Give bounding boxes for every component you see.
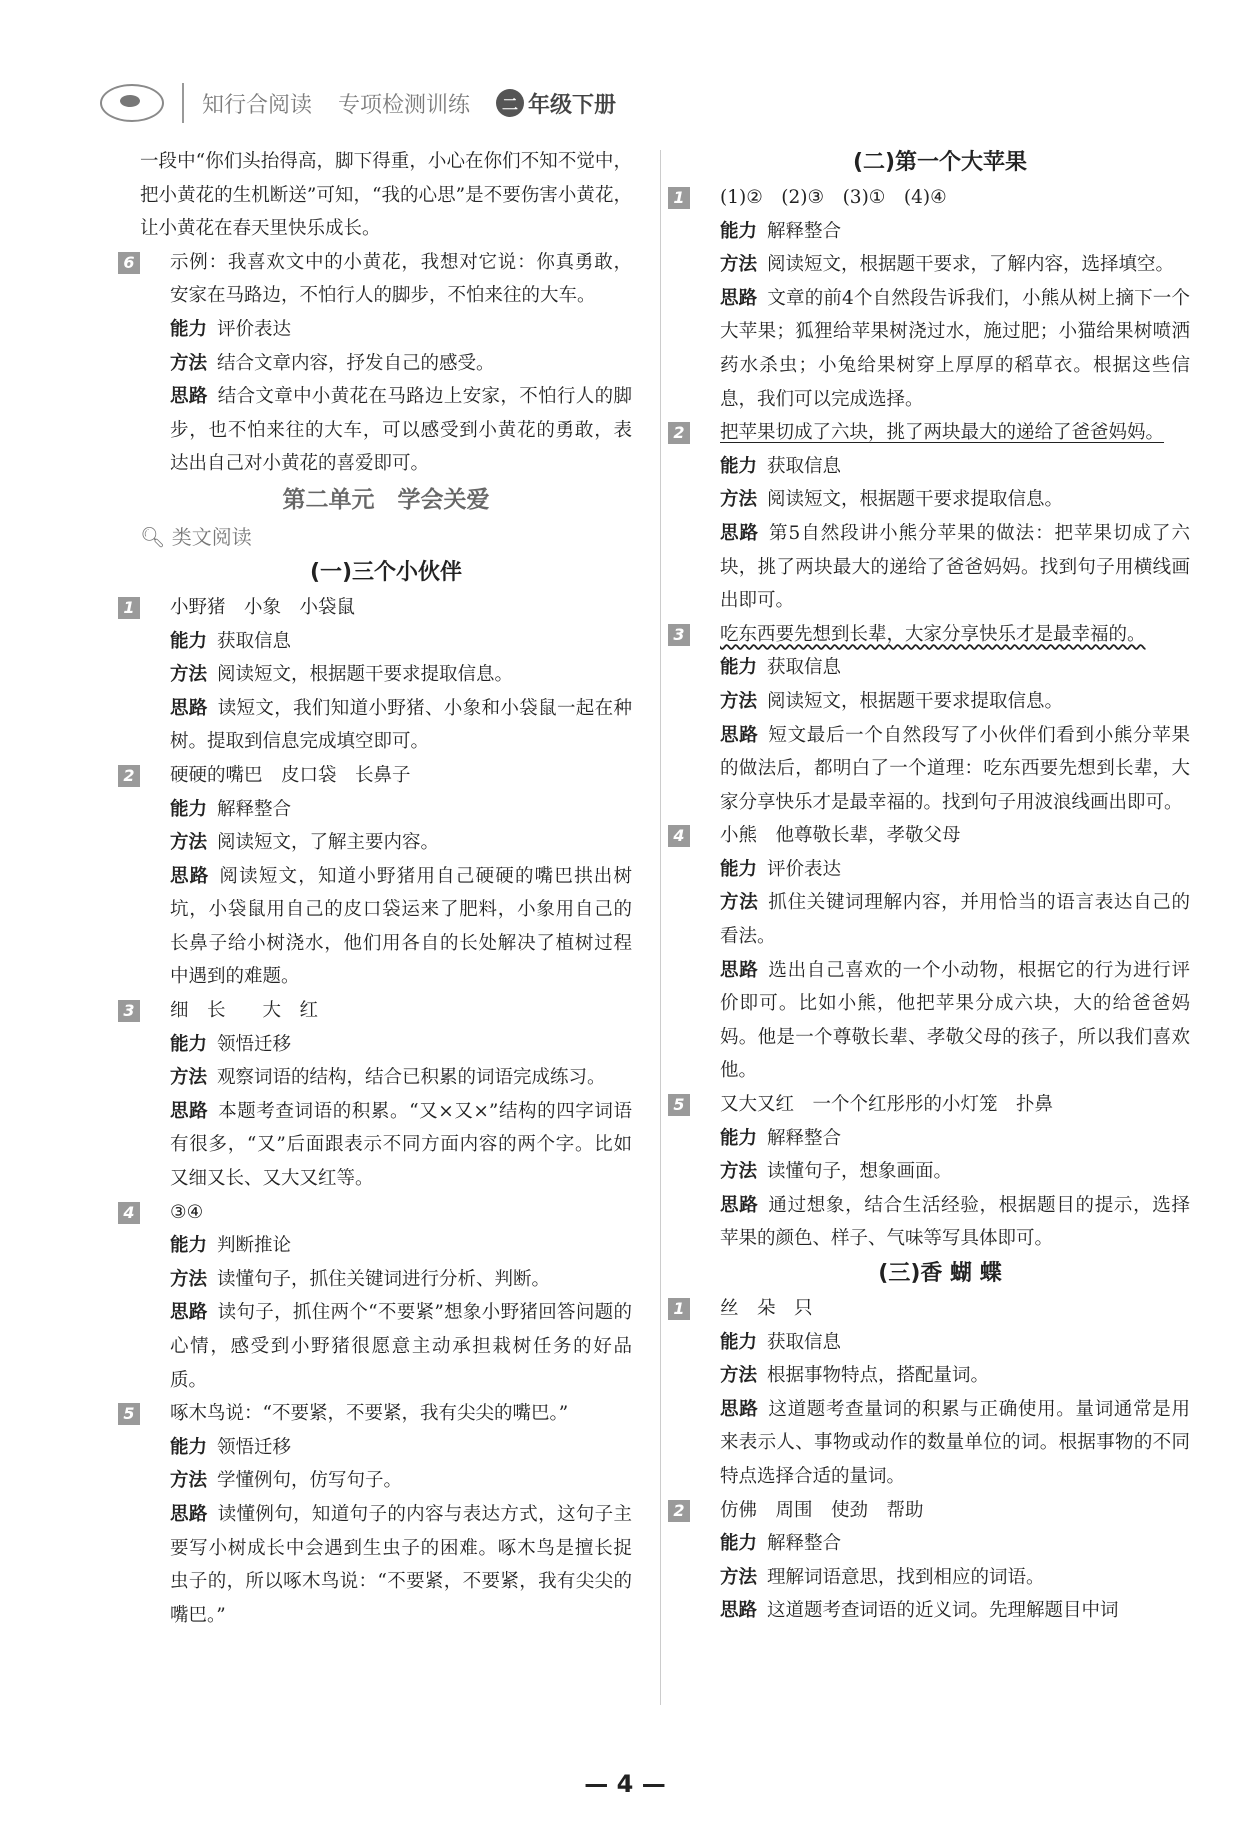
method-row: 方法 结合文章内容，抒发自己的感受。 xyxy=(170,352,495,374)
answer: 仿佛 周围 使劲 帮助 xyxy=(720,1499,924,1521)
header-subtitle: 专项检测训练 xyxy=(338,92,471,118)
answer: 硬硬的嘴巴 皮口袋 长鼻子 xyxy=(170,764,411,786)
page-number: — 4 — xyxy=(584,1770,666,1798)
answer: 把苹果切成了六块，挑了两块最大的递给了爸爸妈妈。 xyxy=(720,422,1165,444)
question-3: 3 细 长 大 红 能力 领悟迁移 方法 观察词语的结构，结合已积累的词语完成练习。 思路 本题考查词语的积累。“又×又×”结构的四字词语有很多，“又”后面跟表示不同方面内容的两个字。比如又细又长、又大又红等。 xyxy=(140,994,632,1196)
question-4: 4 ③④ 能力 判断推论 方法 读懂句子，抓住关键词进行分析、判断。 思路 读句子，抓住两个“不要紧”想象小野猪回答问题的心情，感受到小野猪很愿意主动承担栽树任务的好品质。 xyxy=(140,1196,632,1398)
section-title: (一)三个小伙伴 xyxy=(309,559,463,585)
answer: 小野猪 小象 小袋鼠 xyxy=(170,596,356,618)
question-5: 5 啄木鸟说：“不要紧，不要紧，我有尖尖的嘴巴。” 能力 领悟迁移 方法 学懂例句，仿写句子。 思路 读懂例句，知道句子的内容与表达方式，这句子主要写小树成长中会遇到生虫子的困难。啄木鸟是擅长捉虫子的，所以啄木鸟说：“不要紧，不要紧，我有尖尖的嘴巴。” xyxy=(140,1397,632,1632)
question-number: 6 xyxy=(118,252,140,274)
unit-title: 第二单元 学会关爱 xyxy=(282,486,490,513)
header-title: 知行合阅读 xyxy=(202,92,313,118)
section-title: (二)第一个大苹果 xyxy=(852,150,1028,175)
header-divider xyxy=(182,83,184,123)
search-icon: 🔍︎ xyxy=(140,524,166,549)
question-6 xyxy=(123,246,632,313)
column-divider xyxy=(660,150,661,1705)
question-1: 1 (1)② (2)③ (3)① (4)④ 能力 解释整合 方法 阅读短文，根据题干要求，了解内容，选择填空。 思路 文章的前4个自然段告诉我们，小熊从树上摘下一个大苹果；狐狸给苹果树浇过水，施过肥；小猫给果树喷洒药水杀虫；小兔给果树穿上厚厚的稻草衣。根据这些信息，我们可以完成选择。 xyxy=(690,181,1190,416)
page-header xyxy=(100,78,616,128)
grade-text: 年级下册 xyxy=(528,92,617,118)
answer: (1)② (2)③ (3)① (4)④ xyxy=(720,187,947,208)
answer: 又大又红 一个个红彤彤的小灯笼 扑鼻 xyxy=(720,1094,1054,1116)
question-3: 3 吃东西要先想到长辈，大家分享快乐才是最幸福的。 能力 获取信息 方法 阅读短文，根据题干要求提取信息。 思路 短文最后一个自然段写了小伙伴们看到小熊分苹果的做法后，都明白了一个道理：吃东西要先想到长辈，大家分享快乐才是最幸福的。找到句子用波浪线画出即可。 xyxy=(690,618,1190,820)
question-5: 5 又大又红 一个个红彤彤的小灯笼 扑鼻 能力 解释整合 方法 读懂句子，想象画面。 思路 通过想象，结合生活经验，根据题目的提示，选择苹果的颜色、样子、气味等写具体即可。 xyxy=(690,1088,1190,1256)
grade-label xyxy=(496,88,616,119)
answer: 啄木鸟说：“不要紧，不要紧，我有尖尖的嘴巴。” xyxy=(170,1403,569,1425)
idea-row: 思路 结合文章中小黄花在马路边上安家，不怕行人的脚步，也不怕来往的大车，可以感受到小黄花的勇敢，表达出自己对小黄花的喜爱即可。 xyxy=(170,386,632,475)
question-2: 2 硬硬的嘴巴 皮口袋 长鼻子 能力 解释整合 方法 阅读短文，了解主要内容。 思路 阅读短文，知道小野猪用自己硬硬的嘴巴拱出树坑，小袋鼠用自己的皮口袋运来了肥料，小象用自己的长鼻子给小树浇水，他们用各自的长处解决了植树过程中遇到的难题。 xyxy=(140,759,632,994)
question-4: 4 小熊 他尊敬长辈，孝敬父母 能力 评价表达 方法 抓住关键词理解内容，并用恰当的语言表达自己的看法。 思路 选出自己喜欢的一个小动物，根据它的行为进行评价即可。比如小熊，他把苹果分成六块，大的给爸爸妈妈。他是一个尊敬长辈、孝敬父母的孩子，所以我们喜欢他。 xyxy=(690,819,1190,1088)
left-column xyxy=(123,145,632,1632)
ability-row: 能力 评价表达 xyxy=(170,318,292,340)
question-1: 1 小野猪 小象 小袋鼠 能力 获取信息 方法 阅读短文，根据题干要求提取信息。 思路 读短文，我们知道小野猪、小象和小袋鼠一起在种树。提取到信息完成填空即可。 xyxy=(140,591,632,759)
answer: 示例：我喜欢文中的小黄花，我想对它说：你真勇敢，安家在马路边，不怕行人的脚步，不怕来往的大车。 xyxy=(170,251,632,307)
answer: 吃东西要先想到长辈，大家分享快乐才是最幸福的。 xyxy=(720,623,1146,645)
question-2: 2 把苹果切成了六块，挑了两块最大的递给了爸爸妈妈。 能力 获取信息 方法 阅读短文，根据题干要求提取信息。 思路 第5自然段讲小熊分苹果的做法：把苹果切成了六块，挑了两块最大的递给了爸爸妈妈。找到句子用横线画出即可。 xyxy=(690,416,1190,618)
answer: 细 长 大 红 xyxy=(170,1000,319,1022)
question-1: 1 丝 朵 只 能力 获取信息 方法 根据事物特点，搭配量词。 思路 这道题考查量词的积累与正确使用。量词通常是用来表示人、事物或动作的数量单位的词。根据事物的不同特点选择合适的量词。 xyxy=(690,1292,1190,1494)
answer: 丝 朵 只 xyxy=(720,1298,813,1319)
answer: 小熊 他尊敬长辈，孝敬父母 xyxy=(720,825,961,847)
question-2: 2 仿佛 周围 使劲 帮助 能力 解释整合 方法 理解词语意思，找到相应的词语。 思路 这道题考查词语的近义词。先理解题目中词 xyxy=(690,1494,1190,1628)
section-title: (三)香 蝴 蝶 xyxy=(878,1261,1002,1286)
answer: ③④ xyxy=(170,1201,204,1223)
category-label: 🔍︎ 类文阅读 xyxy=(140,524,252,549)
grade-mark: 二 xyxy=(496,89,524,117)
right-column xyxy=(673,145,1190,1628)
publisher-logo-icon xyxy=(100,84,164,122)
continued-text: 一段中“你们头抬得高，脚下得重，小心在你们不知不觉中，把小黄花的生机断送”可知，“我的心思”是不要伤害小黄花，让小黄花在春天里快乐成长。 xyxy=(140,151,632,240)
